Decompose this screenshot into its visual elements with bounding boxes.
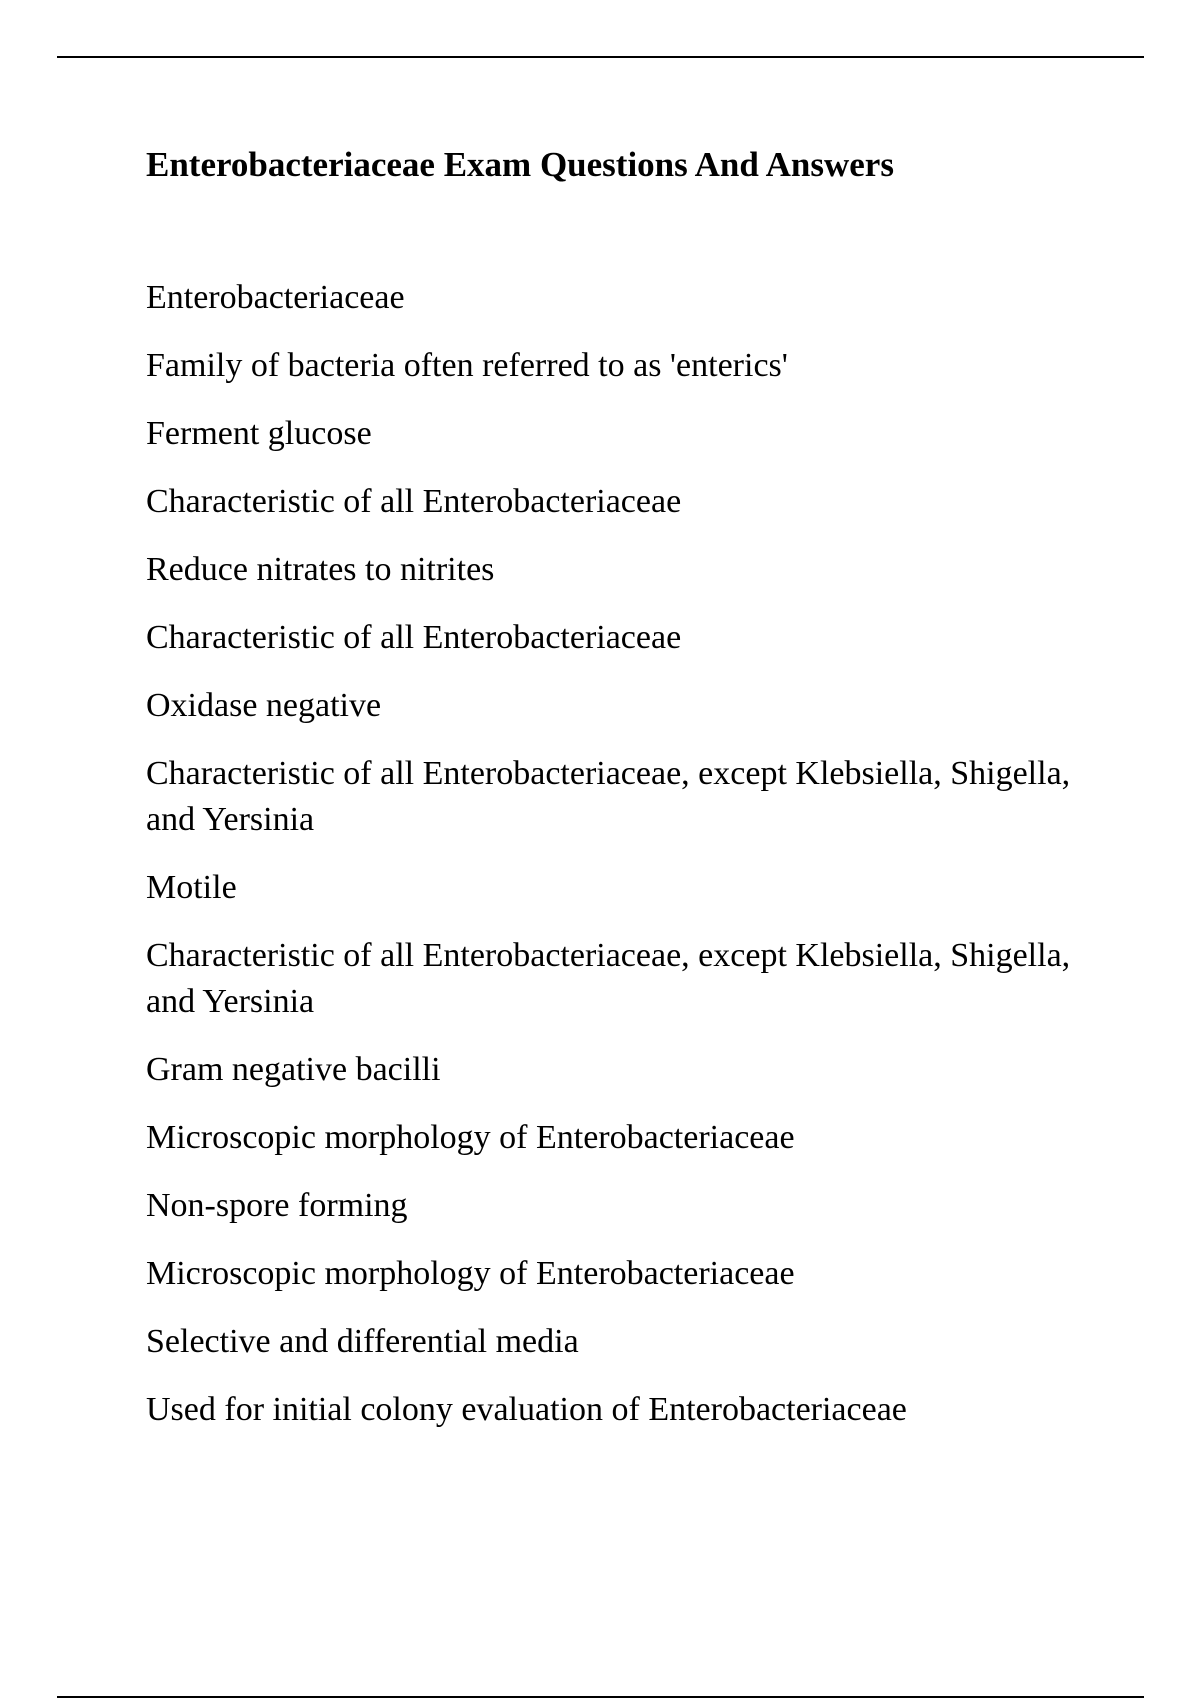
question-line: Non-spore forming <box>146 1187 408 1224</box>
qa-list <box>146 275 1106 1433</box>
answer-line: Characteristic of all Enterobacteriaceae, except Klebsiella, Shigella, and Yersinia <box>146 755 1071 838</box>
answer-line: Microscopic morphology of Enterobacteriaceae <box>146 1119 795 1156</box>
question-line: Ferment glucose <box>146 415 372 452</box>
question-line: Reduce nitrates to nitrites <box>146 551 495 588</box>
question-line: Gram negative bacilli <box>146 1051 441 1088</box>
question-line: Oxidase negative <box>146 687 382 724</box>
header-rule <box>57 56 1144 58</box>
answer-line: Characteristic of all Enterobacteriaceae <box>146 619 682 656</box>
document-body <box>146 141 1106 1455</box>
footer-rule <box>57 1696 1144 1698</box>
answer-line: Microscopic morphology of Enterobacteriaceae <box>146 1255 795 1292</box>
answer-line: Characteristic of all Enterobacteriaceae <box>146 483 682 520</box>
question-line: Motile <box>146 869 237 906</box>
question-line: Enterobacteriaceae <box>146 279 405 316</box>
answer-line: Characteristic of all Enterobacteriaceae, except Klebsiella, Shigella, and Yersinia <box>146 937 1071 1020</box>
page-title: Enterobacteriaceae Exam Questions And Answers <box>146 145 894 184</box>
answer-line: Used for initial colony evaluation of Enterobacteriaceae <box>146 1391 907 1428</box>
question-line: Selective and differential media <box>146 1323 579 1360</box>
answer-line: Family of bacteria often referred to as 'enterics' <box>146 347 788 384</box>
